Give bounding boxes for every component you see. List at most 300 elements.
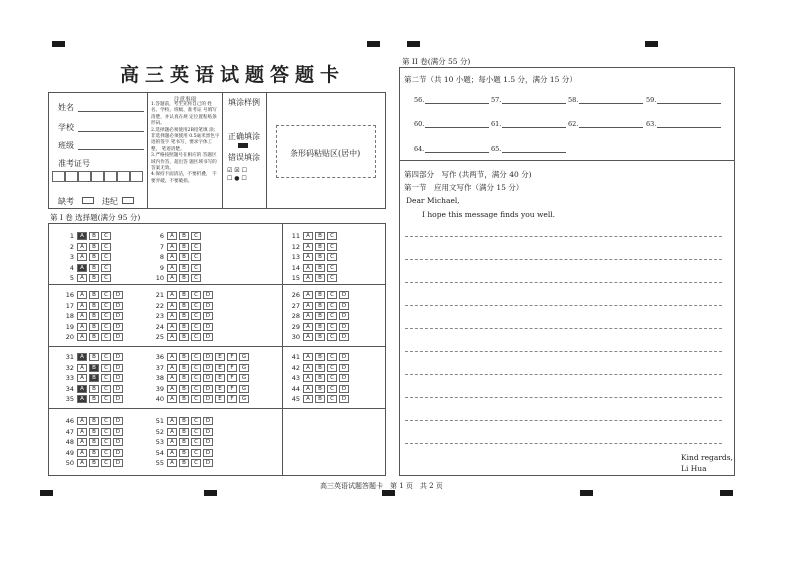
option-bubble[interactable]: A <box>303 353 313 361</box>
option-bubble[interactable]: B <box>179 385 189 393</box>
option-bubble[interactable]: C <box>101 253 111 261</box>
option-bubble[interactable]: F <box>227 395 237 403</box>
option-bubble[interactable]: B <box>179 274 189 282</box>
option-bubble[interactable]: A <box>167 385 177 393</box>
option-bubble[interactable]: C <box>327 333 337 341</box>
question-number: 39 <box>155 384 164 393</box>
option-bubble[interactable]: A <box>303 274 313 282</box>
question-row <box>62 311 125 321</box>
fill-blank[interactable] <box>491 96 566 104</box>
option-bubble[interactable]: E <box>215 364 225 372</box>
option-bubble[interactable]: A <box>167 323 177 331</box>
fill-number: 59. <box>646 96 657 104</box>
option-bubble[interactable]: B <box>315 323 325 331</box>
notice-text: 1.答题前，考生先将自己的 姓名、学校、班级、准考证 号填写清楚，并认真在规 定位置粘贴条形码。 2.选择题必须使用2B铅笔填 涂；非选择题必须使用 0.5毫米黑色字迹的签字 笔书写，要求字体工整， 笔迹清楚。 3.严格按照题号在相应的 答题区域内作答，超出答 题区域书写的答案无效。 4.保持卡面清洁，不要折叠， 不要弄破、不要破损。 <box>151 102 220 184</box>
question-row <box>62 252 113 262</box>
option-bubble[interactable]: C <box>191 243 201 251</box>
option-bubble[interactable]: A <box>303 264 313 272</box>
option-bubble[interactable]: D <box>339 385 349 393</box>
option-bubble[interactable]: C <box>191 374 201 382</box>
option-bubble[interactable]: C <box>191 291 201 299</box>
option-bubble[interactable]: A <box>303 302 313 310</box>
question-number: 54 <box>155 448 164 457</box>
option-bubble[interactable]: D <box>113 459 123 467</box>
option-bubble[interactable]: A <box>77 302 87 310</box>
option-bubble[interactable]: B <box>315 302 325 310</box>
option-bubble[interactable]: A <box>167 395 177 403</box>
option-bubble[interactable]: B <box>89 253 99 261</box>
question-row <box>62 427 125 437</box>
option-bubble[interactable]: B <box>315 333 325 341</box>
option-bubble[interactable]: C <box>191 323 201 331</box>
option-bubble[interactable]: C <box>327 232 337 240</box>
option-bubble[interactable]: D <box>113 353 123 361</box>
writing-line[interactable] <box>405 443 722 444</box>
question-number: 31 <box>65 353 74 361</box>
option-bubble[interactable]: B <box>179 264 189 272</box>
question-number: 50 <box>65 459 74 467</box>
option-bubble[interactable]: B <box>89 264 99 272</box>
option-bubble[interactable]: D <box>113 395 123 403</box>
option-bubble[interactable]: B <box>89 353 99 361</box>
option-bubble[interactable]: C <box>327 353 337 361</box>
fill-line[interactable] <box>425 96 489 104</box>
page-title: 高三英语试题答题卡 <box>120 64 346 86</box>
option-bubble[interactable]: C <box>191 428 201 436</box>
option-bubble[interactable]: A <box>303 291 313 299</box>
option-bubble[interactable]: B <box>89 438 99 446</box>
option-bubble[interactable]: B <box>179 243 189 251</box>
question-number: 3 <box>69 253 74 261</box>
option-bubble[interactable]: C <box>327 385 337 393</box>
option-bubble[interactable]: D <box>203 302 213 310</box>
option-bubble[interactable]: B <box>179 312 189 320</box>
option-bubble[interactable]: D <box>113 312 123 320</box>
option-bubble[interactable]: G <box>239 395 249 403</box>
option-bubble[interactable]: C <box>191 459 201 467</box>
option-bubble[interactable]: B <box>89 302 99 310</box>
option-bubble[interactable]: B <box>179 323 189 331</box>
option-bubble[interactable]: D <box>203 385 213 393</box>
option-bubble[interactable]: D <box>113 449 123 457</box>
option-bubble[interactable]: B <box>315 253 325 261</box>
fill-line[interactable] <box>502 120 566 128</box>
option-bubble[interactable]: A <box>303 243 313 251</box>
option-bubble[interactable]: A <box>77 459 87 467</box>
option-bubble[interactable]: A <box>167 417 177 425</box>
option-bubble[interactable]: C <box>327 291 337 299</box>
exam-id-digit-box[interactable] <box>65 171 78 182</box>
option-bubble[interactable]: D <box>113 291 123 299</box>
fill-blank[interactable] <box>568 96 643 104</box>
option-bubble[interactable]: B <box>89 449 99 457</box>
option-bubble[interactable]: B <box>179 333 189 341</box>
option-bubble[interactable]: B <box>179 449 189 457</box>
option-bubble[interactable]: C <box>191 274 201 282</box>
option-bubble[interactable]: B <box>89 428 99 436</box>
option-bubble[interactable]: D <box>339 364 349 372</box>
fill-line[interactable] <box>425 145 489 153</box>
option-bubble[interactable]: B <box>89 323 99 331</box>
option-bubble[interactable]: D <box>339 353 349 361</box>
question-row <box>62 332 125 342</box>
option-bubble[interactable]: D <box>339 312 349 320</box>
timing-mark <box>52 41 65 47</box>
option-bubble[interactable]: A <box>167 264 177 272</box>
letter-opening: I hope this message finds you well. <box>422 210 556 219</box>
option-bubble[interactable]: A <box>167 312 177 320</box>
option-bubble[interactable]: A <box>167 449 177 457</box>
option-bubble[interactable]: E <box>215 385 225 393</box>
question-number: 44 <box>291 384 300 393</box>
option-bubble[interactable]: A <box>77 253 87 261</box>
option-bubble[interactable]: C <box>327 264 337 272</box>
option-bubble[interactable]: B <box>89 459 99 467</box>
option-bubble[interactable]: C <box>101 243 111 251</box>
option-bubble[interactable]: A <box>303 312 313 320</box>
option-bubble[interactable]: C <box>327 253 337 261</box>
timing-mark <box>645 41 658 47</box>
question-row <box>152 448 215 458</box>
option-bubble[interactable]: C <box>191 438 201 446</box>
option-bubble[interactable]: A <box>167 374 177 382</box>
option-bubble[interactable]: B <box>179 302 189 310</box>
option-bubble[interactable]: A <box>303 385 313 393</box>
fill-number: 65. <box>491 145 502 153</box>
option-bubble[interactable]: C <box>327 323 337 331</box>
option-bubble[interactable]: A <box>77 333 87 341</box>
option-bubble[interactable]: C <box>191 364 201 372</box>
option-bubble[interactable]: B <box>89 374 99 382</box>
option-bubble[interactable]: A <box>77 323 87 331</box>
option-bubble[interactable]: D <box>203 333 213 341</box>
absent-checkbox[interactable] <box>82 197 94 204</box>
writing-line[interactable] <box>405 236 722 237</box>
question-number: 35 <box>65 395 74 403</box>
option-bubble[interactable]: G <box>239 364 249 372</box>
fill-blank[interactable] <box>414 96 489 104</box>
option-bubble[interactable]: D <box>203 395 213 403</box>
option-bubble[interactable]: A <box>167 428 177 436</box>
option-bubble[interactable]: A <box>167 291 177 299</box>
writing-line[interactable] <box>405 259 722 260</box>
question-number: 51 <box>155 417 164 425</box>
option-bubble[interactable]: B <box>89 385 99 393</box>
letter-greeting: Dear Michael, <box>406 196 460 205</box>
option-bubble[interactable]: D <box>203 459 213 467</box>
option-bubble[interactable]: C <box>191 232 201 240</box>
option-bubble[interactable]: A <box>167 333 177 341</box>
question-row <box>288 384 351 394</box>
fill-blank[interactable] <box>491 120 566 128</box>
option-bubble[interactable]: B <box>179 232 189 240</box>
option-bubble[interactable]: B <box>315 274 325 282</box>
option-bubble[interactable]: D <box>113 333 123 341</box>
option-bubble[interactable]: A <box>77 449 87 457</box>
option-bubble[interactable]: C <box>101 395 111 403</box>
option-bubble[interactable]: D <box>203 323 213 331</box>
option-bubble[interactable]: B <box>89 395 99 403</box>
option-bubble[interactable]: C <box>191 417 201 425</box>
option-bubble[interactable]: C <box>191 449 201 457</box>
option-bubble[interactable]: C <box>101 302 111 310</box>
option-bubble[interactable]: B <box>315 264 325 272</box>
option-bubble[interactable]: A <box>303 374 313 382</box>
fill-blank[interactable] <box>414 120 489 128</box>
option-bubble[interactable]: D <box>203 364 213 372</box>
option-bubble[interactable]: C <box>327 274 337 282</box>
option-bubble[interactable]: D <box>339 395 349 403</box>
option-bubble[interactable]: C <box>327 395 337 403</box>
option-bubble[interactable]: D <box>203 312 213 320</box>
option-bubble[interactable]: D <box>339 374 349 382</box>
option-bubble[interactable]: F <box>227 374 237 382</box>
option-bubble[interactable]: A <box>303 253 313 261</box>
option-bubble[interactable]: B <box>315 291 325 299</box>
option-bubble[interactable]: D <box>203 449 213 457</box>
option-bubble[interactable]: A <box>77 312 87 320</box>
option-bubble[interactable]: C <box>101 417 111 425</box>
option-bubble[interactable]: B <box>89 291 99 299</box>
option-bubble[interactable]: C <box>101 374 111 382</box>
option-bubble[interactable]: C <box>101 385 111 393</box>
exam-id-digit-box[interactable] <box>130 171 143 182</box>
option-bubble[interactable]: E <box>215 374 225 382</box>
exam-id-digit-box[interactable] <box>91 171 104 182</box>
option-bubble[interactable]: C <box>327 243 337 251</box>
option-bubble[interactable]: C <box>327 302 337 310</box>
option-bubble[interactable]: A <box>77 274 87 282</box>
option-bubble[interactable]: D <box>203 438 213 446</box>
option-bubble[interactable]: B <box>315 364 325 372</box>
option-bubble[interactable]: C <box>191 302 201 310</box>
fill-line[interactable] <box>425 120 489 128</box>
option-bubble[interactable]: A <box>77 243 87 251</box>
option-bubble[interactable]: D <box>113 364 123 372</box>
option-bubble[interactable]: D <box>203 291 213 299</box>
question-row <box>62 458 125 468</box>
option-bubble[interactable]: D <box>203 374 213 382</box>
exam-id-digit-box[interactable] <box>52 171 65 182</box>
option-bubble[interactable]: A <box>77 395 87 403</box>
fill-line[interactable] <box>657 120 721 128</box>
option-bubble[interactable]: B <box>179 364 189 372</box>
sample-wrong-marks: ☐ ● ☐ <box>227 175 247 182</box>
exam-id-digit-box[interactable] <box>117 171 130 182</box>
option-bubble[interactable]: D <box>113 323 123 331</box>
fill-blank[interactable] <box>646 120 721 128</box>
option-bubble[interactable]: A <box>303 364 313 372</box>
option-bubble[interactable]: C <box>101 353 111 361</box>
option-bubble[interactable]: B <box>89 243 99 251</box>
option-bubble[interactable]: B <box>89 274 99 282</box>
option-bubble[interactable]: D <box>203 417 213 425</box>
option-bubble[interactable]: F <box>227 385 237 393</box>
option-bubble[interactable]: B <box>179 417 189 425</box>
option-bubble[interactable]: C <box>191 312 201 320</box>
option-bubble[interactable]: A <box>77 438 87 446</box>
option-bubble[interactable]: D <box>113 374 123 382</box>
writing-line[interactable] <box>405 397 722 398</box>
writing-line[interactable] <box>405 420 722 421</box>
writing-line[interactable] <box>405 282 722 283</box>
option-bubble[interactable]: C <box>101 274 111 282</box>
sample-wrong-marks: ☑ ☒ ☐ <box>227 167 247 174</box>
option-bubble[interactable]: C <box>191 264 201 272</box>
option-bubble[interactable]: G <box>239 385 249 393</box>
writing-line[interactable] <box>405 374 722 375</box>
option-bubble[interactable]: A <box>167 459 177 467</box>
fill-blank[interactable] <box>414 145 489 153</box>
fill-line[interactable] <box>502 96 566 104</box>
option-bubble[interactable]: B <box>179 374 189 382</box>
option-bubble[interactable]: B <box>179 395 189 403</box>
option-bubble[interactable]: C <box>327 312 337 320</box>
option-bubble[interactable]: E <box>215 395 225 403</box>
option-bubble[interactable]: C <box>101 312 111 320</box>
timing-mark <box>204 490 217 496</box>
option-bubble[interactable]: D <box>113 385 123 393</box>
question-number: 5 <box>69 274 74 282</box>
option-bubble[interactable]: D <box>339 323 349 331</box>
option-bubble[interactable]: D <box>113 417 123 425</box>
option-bubble[interactable]: A <box>167 232 177 240</box>
option-bubble[interactable]: A <box>303 232 313 240</box>
option-bubble[interactable]: E <box>215 353 225 361</box>
option-bubble[interactable]: C <box>101 459 111 467</box>
option-bubble[interactable]: C <box>191 395 201 403</box>
option-bubble[interactable]: A <box>303 323 313 331</box>
fill-line[interactable] <box>579 120 643 128</box>
option-bubble[interactable]: B <box>89 333 99 341</box>
writing-line[interactable] <box>405 328 722 329</box>
exam-id-digit-box[interactable] <box>78 171 91 182</box>
option-bubble[interactable]: C <box>327 374 337 382</box>
option-bubble[interactable]: D <box>203 428 213 436</box>
option-bubble[interactable]: D <box>339 291 349 299</box>
option-bubble[interactable]: A <box>77 232 87 240</box>
option-bubble[interactable]: D <box>203 353 213 361</box>
option-bubble[interactable]: B <box>315 312 325 320</box>
fill-number: 61. <box>491 120 502 128</box>
option-bubble[interactable]: C <box>101 333 111 341</box>
option-bubble[interactable]: A <box>167 353 177 361</box>
violation-checkbox[interactable] <box>122 197 134 204</box>
question-row <box>288 273 339 283</box>
question-number: 13 <box>291 253 300 261</box>
option-bubble[interactable]: B <box>315 374 325 382</box>
option-bubble[interactable]: A <box>77 428 87 436</box>
fill-blank[interactable] <box>568 120 643 128</box>
option-bubble[interactable]: B <box>315 385 325 393</box>
option-bubble[interactable]: B <box>179 291 189 299</box>
option-bubble[interactable]: D <box>113 438 123 446</box>
option-bubble[interactable]: C <box>101 291 111 299</box>
option-bubble[interactable]: B <box>89 364 99 372</box>
option-bubble[interactable]: B <box>315 353 325 361</box>
option-bubble[interactable]: A <box>303 395 313 403</box>
option-bubble[interactable]: A <box>167 253 177 261</box>
writing-line[interactable] <box>405 351 722 352</box>
option-bubble[interactable]: A <box>167 302 177 310</box>
question-number: 14 <box>291 263 300 272</box>
option-bubble[interactable]: A <box>77 385 87 393</box>
option-bubble[interactable]: D <box>339 302 349 310</box>
option-bubble[interactable]: C <box>327 364 337 372</box>
option-bubble[interactable]: B <box>179 353 189 361</box>
fill-line[interactable] <box>502 145 566 153</box>
option-bubble[interactable]: B <box>315 243 325 251</box>
class-field[interactable] <box>78 149 144 150</box>
option-bubble[interactable]: C <box>101 264 111 272</box>
option-bubble[interactable]: C <box>191 385 201 393</box>
timing-mark <box>580 490 593 496</box>
question-row <box>152 332 215 342</box>
option-bubble[interactable]: A <box>167 364 177 372</box>
option-bubble[interactable]: F <box>227 353 237 361</box>
option-bubble[interactable]: D <box>113 428 123 436</box>
option-bubble[interactable]: B <box>89 232 99 240</box>
option-bubble[interactable]: A <box>167 438 177 446</box>
option-bubble[interactable]: B <box>315 395 325 403</box>
fill-blank[interactable] <box>491 145 566 153</box>
exam-id-label: 准考证号 <box>58 159 90 168</box>
option-bubble[interactable]: A <box>167 274 177 282</box>
option-bubble[interactable]: B <box>89 312 99 320</box>
question-row <box>62 363 125 373</box>
name-field[interactable] <box>78 111 144 112</box>
option-bubble[interactable]: A <box>77 264 87 272</box>
option-bubble[interactable]: A <box>77 417 87 425</box>
option-bubble[interactable]: B <box>315 232 325 240</box>
option-bubble[interactable]: C <box>101 232 111 240</box>
option-bubble[interactable]: C <box>191 333 201 341</box>
option-bubble[interactable]: A <box>77 353 87 361</box>
option-bubble[interactable]: B <box>179 438 189 446</box>
option-bubble[interactable]: A <box>77 364 87 372</box>
exam-id-digit-box[interactable] <box>104 171 117 182</box>
option-bubble[interactable]: C <box>101 428 111 436</box>
option-bubble[interactable]: A <box>167 243 177 251</box>
question-number: 2 <box>69 242 74 251</box>
option-bubble[interactable]: C <box>101 438 111 446</box>
option-bubble[interactable]: A <box>303 333 313 341</box>
option-bubble[interactable]: B <box>89 417 99 425</box>
option-bubble[interactable]: C <box>101 364 111 372</box>
fill-line[interactable] <box>579 96 643 104</box>
fill-blank[interactable] <box>646 96 721 104</box>
option-bubble[interactable]: C <box>101 323 111 331</box>
option-bubble[interactable]: B <box>179 428 189 436</box>
fill-number: 64. <box>414 145 425 153</box>
option-bubble[interactable]: C <box>191 353 201 361</box>
option-bubble[interactable]: C <box>101 449 111 457</box>
option-bubble[interactable]: G <box>239 353 249 361</box>
option-bubble[interactable]: F <box>227 364 237 372</box>
option-bubble[interactable]: G <box>239 374 249 382</box>
option-bubble[interactable]: A <box>77 374 87 382</box>
question-row <box>152 427 215 437</box>
option-bubble[interactable]: B <box>179 459 189 467</box>
option-bubble[interactable]: D <box>339 333 349 341</box>
fill-line[interactable] <box>657 96 721 104</box>
writing-line[interactable] <box>405 305 722 306</box>
school-field[interactable] <box>78 131 144 132</box>
option-bubble[interactable]: B <box>179 253 189 261</box>
option-bubble[interactable]: C <box>191 253 201 261</box>
option-bubble[interactable]: A <box>77 291 87 299</box>
option-bubble[interactable]: D <box>113 302 123 310</box>
